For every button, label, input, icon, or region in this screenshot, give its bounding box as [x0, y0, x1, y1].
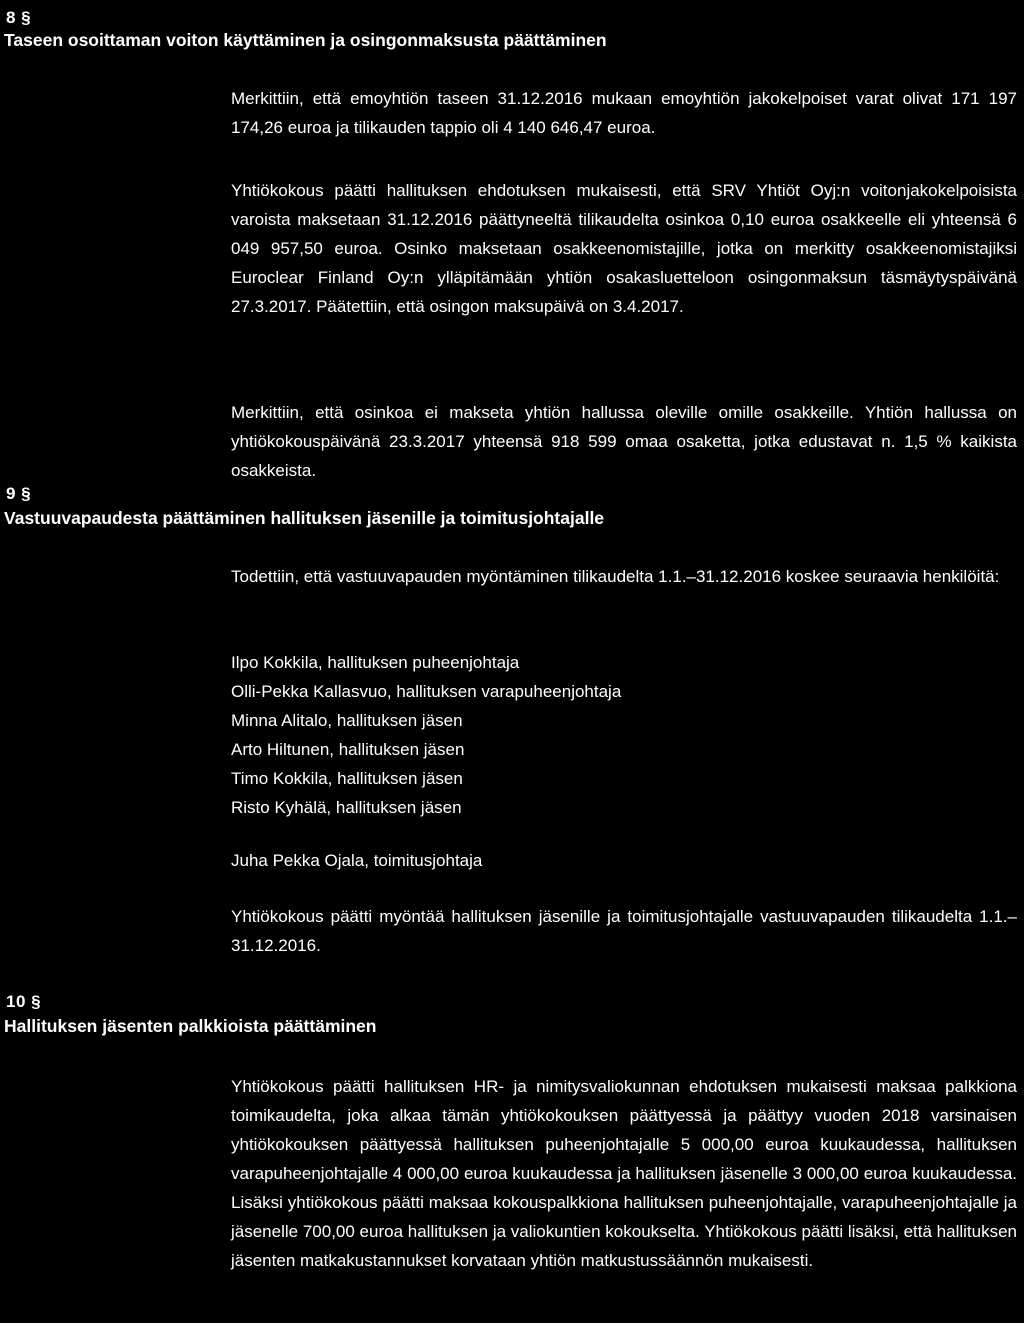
list-item: Olli-Pekka Kallasvuo, hallituksen varapuheenjohtaja: [231, 682, 622, 701]
board-member-list: [231, 648, 621, 822]
section-9-ceo: Juha Pekka Ojala, toimitusjohtaja: [231, 851, 483, 870]
section-8-paragraph-2: Yhtiökokous päätti hallituksen ehdotuksen mukaisesti, että SRV Yhtiöt Oyj:n voitonjakokelpoisista varoista maksetaan 31.12.2016 päättyneeltä tilikaudelta osinkoa 0,10 euroa osakkeelle eli yhteensä 6 049 957,50 euroa. Osinko maksetaan osakkeenomistajille, jotka on merkitty osakkeenomistajiksi Euroclear Finland Oy:n ylläpitämään yhtiön osakasluetteloon osingonmaksun täsmäytyspäivänä 27.3.2017. Päätettiin, että osingon maksupäivä on 3.4.2017.: [231, 181, 1017, 316]
section-9-title: Vastuuvapaudesta päättäminen hallituksen jäsenille ja toimitusjohtajalle: [4, 508, 605, 528]
section-8-paragraph-1: Merkittiin, että emoyhtiön taseen 31.12.2016 mukaan emoyhtiön jakokelpoiset varat olivat 171 197 174,26 euroa ja tilikauden tappio oli 4 140 646,47 euroa.: [231, 89, 1017, 137]
section-8-paragraph-3: Merkittiin, että osinkoa ei makseta yhtiön hallussa oleville omille osakkeille. Yhtiön hallussa on yhtiökokouspäivänä 23.3.2017 yhteensä 918 599 omaa osaketta, jotka edustavat n. 1,5 % kaikista osakkeista.: [231, 403, 1017, 480]
list-item: Risto Kyhälä, hallituksen jäsen: [231, 798, 462, 817]
list-item: Minna Alitalo, hallituksen jäsen: [231, 711, 463, 730]
section-9-decision: Yhtiökokous päätti myöntää hallituksen jäsenille ja toimitusjohtajalle vastuuvapauden tilikaudelta 1.1.–31.12.2016.: [231, 907, 1017, 955]
list-item: Timo Kokkila, hallituksen jäsen: [231, 769, 463, 788]
section-10-number: 10 §: [6, 992, 42, 1011]
section-9-intro: Todettiin, että vastuuvapauden myöntäminen tilikaudelta 1.1.–31.12.2016 koskee seuraavia henkilöitä:: [231, 567, 1000, 586]
section-10-paragraph: Yhtiökokous päätti hallituksen HR- ja nimitysvaliokunnan ehdotuksen mukaisesti maksaa palkkiona toimikaudelta, joka alkaa tämän yhtiökokouksen päättyessä ja päättyy vuoden 2018 varsinaisen yhtiökokouksen päättyessä hallituksen puheenjohtajalle 5 000,00 euroa kuukaudessa, hallituksen varapuheenjohtajalle 4 000,00 euroa kuukaudessa ja hallituksen jäsenelle 3 000,00 euroa kuukaudessa. Lisäksi yhtiökokous päätti maksaa kokouspalkkiona hallituksen puheenjohtajalle, varapuheenjohtajalle ja jäsenelle 700,00 euroa hallituksen ja valiokuntien kokoukselta. Yhtiökokous päätti lisäksi, että hallituksen jäsenten matkakustannukset korvataan yhtiön matkustussäännön mukaisesti.: [231, 1077, 1017, 1270]
section-10-title: Hallituksen jäsenten palkkioista päättäminen: [4, 1016, 377, 1036]
section-8-number: 8 §: [6, 8, 32, 27]
list-item: Ilpo Kokkila, hallituksen puheenjohtaja: [231, 653, 520, 672]
list-item: Arto Hiltunen, hallituksen jäsen: [231, 740, 465, 759]
section-9-number: 9 §: [6, 484, 32, 503]
section-8-title: Taseen osoittaman voiton käyttäminen ja osingonmaksusta päättäminen: [4, 30, 607, 50]
